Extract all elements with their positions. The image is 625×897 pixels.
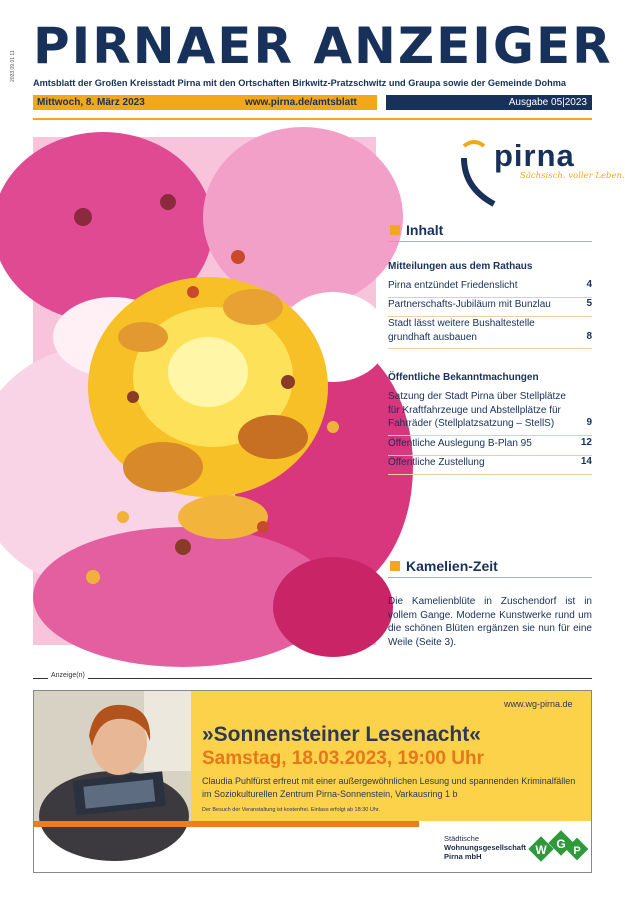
author-photo-image xyxy=(34,691,191,821)
toc-item-page: 14 xyxy=(580,456,592,467)
ad-accent-bar xyxy=(34,821,419,827)
pirna-logo xyxy=(460,138,625,208)
header-rule xyxy=(33,118,592,120)
toc-item-page: 9 xyxy=(586,417,592,428)
toc-item[interactable] xyxy=(388,437,592,456)
ad-text: Claudia Puhlfürst erfreut mit einer außergewöhnlichen Lesung und spannenden Kriminalfällen im Soziokulturellen Zentrum Pirna-Sonnenstein, Varkausring 1 b xyxy=(202,776,576,799)
ad-company xyxy=(444,834,526,861)
masthead-subtitle: Amtsblatt der Großen Kreisstadt Pirna mit den Ortschaften Birkwitz-Pratzschwitz und Graupa sowie der Gemeinde Dohma xyxy=(33,78,566,88)
ad-url[interactable]: www.wg-pirna.de xyxy=(504,699,573,709)
issue-number: Ausgabe 05|2023 xyxy=(386,95,592,110)
toc-item-text: Öffentliche Zustellung xyxy=(388,457,485,468)
advertisement[interactable] xyxy=(33,690,592,873)
ad-company-line: Pirna mbH xyxy=(444,852,482,861)
camellia-painting xyxy=(33,137,376,645)
issue-date: Mittwoch, 8. März 2023 xyxy=(37,97,145,108)
cover-image xyxy=(33,137,376,645)
ad-title: »Sonnensteiner Lesenacht« xyxy=(202,723,481,746)
toc-item[interactable] xyxy=(388,317,592,349)
toc-item-page: 8 xyxy=(586,330,592,342)
date-bar xyxy=(33,95,377,110)
side-note: 2023.09.01 11 xyxy=(10,50,16,82)
wgp-letter: P xyxy=(573,845,581,857)
amtsblatt-url[interactable]: www.pirna.de/amtsblatt xyxy=(245,97,357,108)
ad-company-line: Städtische xyxy=(444,834,480,843)
toc-item-text: Satzung der Stadt Pirna über Stellplätze für Kraftfahrzeuge und Abstellplätze für Fahrräder (Stellplatzsatzung – StellS) xyxy=(388,391,566,429)
ad-company-line: Wohnungsgesellschaft xyxy=(444,843,526,852)
toc-item-page: 5 xyxy=(586,298,592,309)
toc-item[interactable] xyxy=(388,390,592,436)
heading-square-icon xyxy=(390,225,400,235)
ad-footnote: Der Besuch der Veranstaltung ist kostenfrei. Einlass erfolgt ab 18:30 Uhr. xyxy=(202,807,380,813)
pirna-logo-word: pirna xyxy=(494,138,575,173)
inhalt-heading-label: Inhalt xyxy=(406,222,444,238)
toc-item-page: 12 xyxy=(580,437,592,448)
toc-item[interactable] xyxy=(388,279,592,298)
wgp-letter: G xyxy=(556,837,566,851)
toc-group-title: Mitteilungen aus dem Rathaus xyxy=(388,261,533,272)
kamelien-heading-label: Kamelien-Zeit xyxy=(406,558,498,574)
toc-item-page: 4 xyxy=(586,279,592,290)
pirna-logo-tagline: Sächsisch. voller Leben. xyxy=(520,171,625,181)
toc-item-text: Partnerschafts-Jubiläum mit Bunzlau xyxy=(388,299,551,310)
toc-item-text: Stadt lässt weitere Bushaltestelle grundhaft ausbauen xyxy=(388,318,535,343)
inhalt-heading xyxy=(388,222,592,242)
author-photo xyxy=(34,691,191,821)
masthead-title: PIRNAER ANZEIGER xyxy=(33,17,613,75)
kamelien-teaser: Die Kamelienblüte in Zuschendorf ist in vollem Gange. Moderne Kunstwerke rund um die schönen Blüten ergänzen sie nun für eine Weile (Seite 3). xyxy=(388,596,592,649)
toc-item[interactable] xyxy=(388,456,592,475)
heading-square-icon xyxy=(390,561,400,571)
toc-item[interactable] xyxy=(388,298,592,317)
toc-item-text: Pirna entzündet Friedenslicht xyxy=(388,280,518,291)
ad-date: Samstag, 18.03.2023, 19:00 Uhr xyxy=(202,748,485,769)
wgp-logo xyxy=(537,831,585,867)
kamelien-heading xyxy=(388,558,592,578)
toc-group-title: Öffentliche Bekanntmachungen xyxy=(388,372,539,383)
toc-item-text: Öffentliche Auslegung B-Plan 95 xyxy=(388,438,532,449)
ad-label: Anzeige(n) xyxy=(48,672,88,679)
ad-divider xyxy=(33,678,592,679)
wgp-letter: W xyxy=(535,843,547,857)
